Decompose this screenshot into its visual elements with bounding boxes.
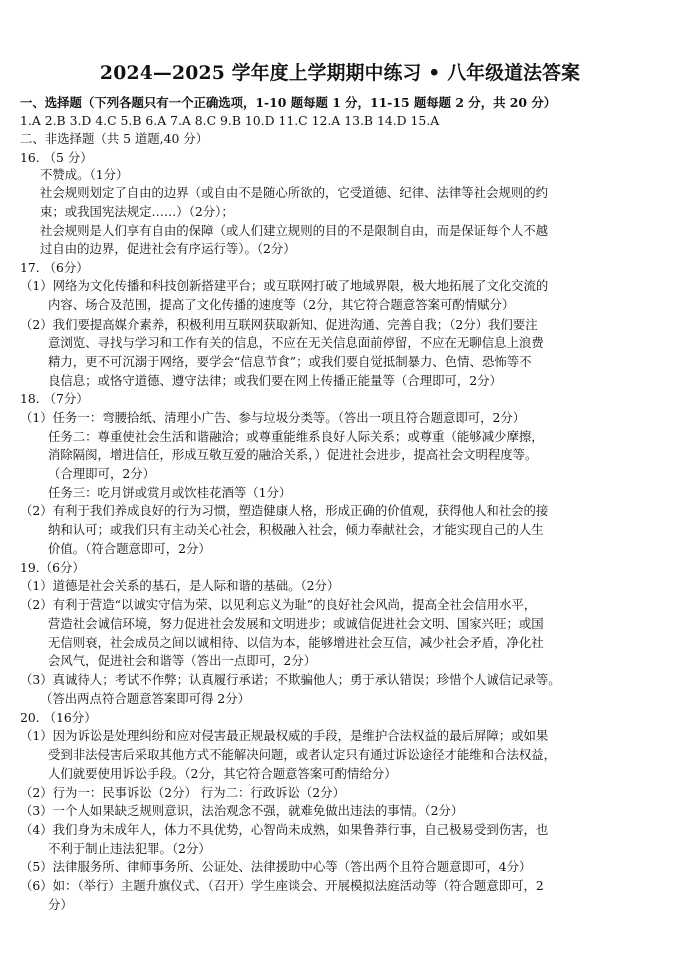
answer-line: 社会规则划定了自由的边界（或自由不是随心所欲的，它受道德、纪律、法律等社会规则的约 <box>40 185 549 200</box>
answer-line: 价值。（符合题意即可，2分） <box>48 541 211 556</box>
answer-line: 精力，更不可沉溺于网络，要学会“信息节食”；或我们要自觉抵制暴力、色情、恐怖等不 <box>48 354 532 369</box>
question-17-header: 17. （6分） <box>20 260 89 275</box>
answer-line: 过自由的边界，促进社会有序运行等）。（2分） <box>40 241 296 256</box>
answer-line: 纳和认可；或我们只有主动关心社会，积极融入社会，倾力奉献社会，才能实现自己的人生 <box>48 522 544 537</box>
answer-line: （1）道德是社会关系的基石，是人际和谐的基础。（2分） <box>20 578 340 593</box>
question-20-header: 20. （16分） <box>20 710 97 725</box>
answer-line: （1）任务一：弯腰拾纸、清理小广告、参与垃圾分类等。（答出一项且符合题意即可，2分） <box>20 410 526 425</box>
answer-line: 不利于制止违法犯罪。（2分） <box>48 841 211 856</box>
answer-line: 束；或我国宪法规定……）（2分）； <box>40 204 234 219</box>
answer-line: 营造社会诚信环境，努力促进社会发展和文明进步；或诚信促进社会文明、国家兴旺；或国 <box>48 616 544 631</box>
answer-line: （3）一个人如果缺乏规则意识，法治观念不强，就难免做出违法的事情。（2分） <box>20 803 464 818</box>
answer-line: （1）网络为文化传播和科技创新搭建平台；或互联网打破了地域界限，极大地拓展了文化交流的 <box>20 278 549 293</box>
answer-line: （2）我们要提高媒介素养，积极利用互联网获取新知、促进沟通、完善自我；（2分）我们要注 <box>20 317 538 332</box>
answer-line: （4）我们身为未成年人，体力不具优势，心智尚未成熟，如果鲁莽行事，自己极易受到伤害，也 <box>20 822 549 837</box>
answer-line: 任务二：尊重使社会生活和谐融洽；或尊重能维系良好人际关系；或尊重（能够减少摩擦， <box>48 429 544 444</box>
answer-line: 消除隔阂，增进信任，形成互敬互爱的融洽关系，）促进社会进步，提高社会文明程度等。 <box>48 447 538 462</box>
answer-line: （答出两点符合题意答案即可得 2分） <box>40 691 251 706</box>
choice-answers: 1.A 2.B 3.D 4.C 5.B 6.A 7.A 8.C 9.B 10.D 11.C 12.A 13.B 14.D 15.A <box>20 113 440 128</box>
answer-line: 内容、场合及范围，提高了文化传播的速度等（2分，其它符合题意答案可酌情赋分） <box>48 297 515 312</box>
answer-line: 分） <box>48 897 73 912</box>
answer-line: （2）有利于我们养成良好的行为习惯，塑造健康人格，形成正确的价值观，获得他人和社会的接 <box>20 503 549 518</box>
question-19-header: 19.（6分） <box>20 560 85 575</box>
answer-line: （合理即可，2分） <box>48 466 156 481</box>
answer-line: 意浏览、寻找与学习和工作有关的信息，不应在无关信息面前停留，不应在无聊信息上浪费 <box>48 335 544 350</box>
answer-line: 人们就要使用诉讼手段。（2分，其它符合题意答案可酌情给分） <box>48 766 397 781</box>
section-heading-choice: 一、选择题（下列各题只有一个正确选项，1-10 题每题 1 分，11-15 题每题 2 分，共 20 分） <box>20 95 557 110</box>
question-18-header: 18. （7分） <box>20 391 89 406</box>
answer-line: 良信息；或恪守道德、遵守法律；或我们要在网上传播正能量等（合理即可，2分） <box>48 373 502 388</box>
answer-line: （5）法律服务所、律师事务所、公证处、法律援助中心等（答出两个且符合题意即可，4分） <box>20 859 532 874</box>
answer-line: （2）有利于营造“以诚实守信为荣、以见利忘义为耻”的良好社会风尚，提高全社会信用水平， <box>20 597 537 612</box>
answer-line: 不赞成。（1分） <box>40 167 129 182</box>
answer-line: 无信则衰，社会成员之间以诚相待、以信为本，能够增进社会互信，减少社会矛盾，净化社 <box>48 635 544 650</box>
answer-line: 会风气，促进社会和谐等（答出一点即可，2分） <box>48 653 317 668</box>
answer-line: 受到非法侵害后采取其他方式不能解决问题，或者认定只有通过诉讼途径才能维和合法权益， <box>48 747 557 762</box>
answer-line: （6）如：（举行）主题升旗仪式、（召开）学生座谈会、开展模拟法庭活动等（符合题意即可，2 <box>20 878 544 893</box>
answer-line: （2）行为一：民事诉讼（2分） 行为二：行政诉讼（2分） <box>20 785 345 800</box>
section-heading-nonchoice: 二、非选择题（共 5 道题,40 分） <box>20 131 209 146</box>
answer-line: （1）因为诉讼是处理纠纷和应对侵害最正规最权威的手段，是维护合法权益的最后屏障；或如果 <box>20 728 549 743</box>
question-16-header: 16. （5 分） <box>20 150 93 165</box>
page-title: 2024—2025 学年度上学期期中练习 • 八年级道法答案 <box>99 62 581 84</box>
answer-line: （3）真诚待人；考试不作弊；认真履行承诺；不欺骗他人；勇于承认错误；珍惜个人诚信记录等。 <box>20 672 561 687</box>
answer-line: 社会规则是人们享有自由的保障（或人们建立规则的目的不是限制自由，而是保证每个人不越 <box>40 223 549 238</box>
answer-line: 任务三：吃月饼或赏月或饮桂花酒等（1分） <box>48 485 292 500</box>
